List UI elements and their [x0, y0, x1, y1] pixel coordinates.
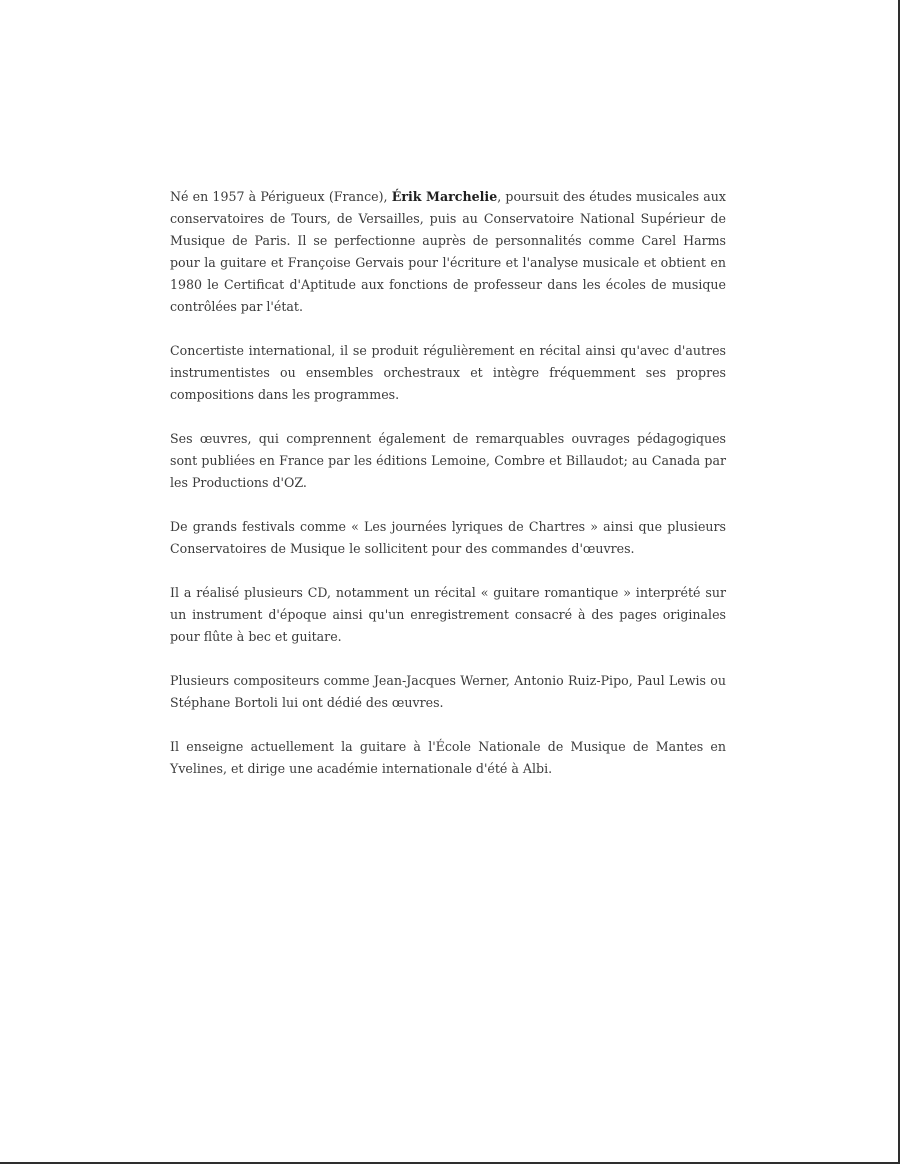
biography-paragraph-7: Il enseigne actuellement la guitare à l'École Nationale de Musique de Mantes en Yvelines, et dirige une académie internationale d'été à Albi. — [170, 739, 726, 776]
biography-paragraph-5: Il a réalisé plusieurs CD, notamment un récital « guitare romantique » interprété sur un instrument d'époque ainsi qu'un enregistrement consacré à des pages originales pour flûte à bec et guitare. — [170, 585, 726, 644]
biography-paragraph-4: De grands festivals comme « Les journées lyriques de Chartres » ainsi que plusieurs Conservatoires de Musique le sollicitent pour des commandes d'œuvres. — [170, 519, 726, 556]
biography-paragraph-2: Concertiste international, il se produit régulièrement en récital ainsi qu'avec d'autres instrumentistes ou ensembles orchestraux et intègre fréquemment ses propres compositions dans les programmes. — [170, 343, 726, 402]
biography-text — [170, 186, 726, 802]
composer-name: Érik Marchelie — [391, 189, 498, 204]
biography-paragraph-1 — [170, 186, 726, 318]
biography-paragraph-3: Ses œuvres, qui comprennent également de remarquables ouvrages pédagogiques sont publiées en France par les éditions Lemoine, Combre et Billaudot; au Canada par les Productions d'OZ. — [170, 431, 726, 490]
paragraph-1-body: , poursuit des études musicales aux conservatoires de Tours, de Versailles, puis au Conservatoire National Supérieur de Musique de Paris. Il se perfectionne auprès de personnalités comme Carel Harms pour la guitare et Françoise Gervais pour l'écriture et l'analyse musicale et obtient en 1980 le Certificat d'Aptitude aux fonctions de professeur dans les écoles de musique contrôlées par l'état. — [170, 189, 726, 314]
biography-paragraph-6: Plusieurs compositeurs comme Jean-Jacques Werner, Antonio Ruiz-Pipo, Paul Lewis ou Stéphane Bortoli lui ont dédié des œuvres. — [170, 673, 726, 710]
paragraph-1-intro: Né en 1957 à Périgueux (France), — [170, 189, 392, 204]
